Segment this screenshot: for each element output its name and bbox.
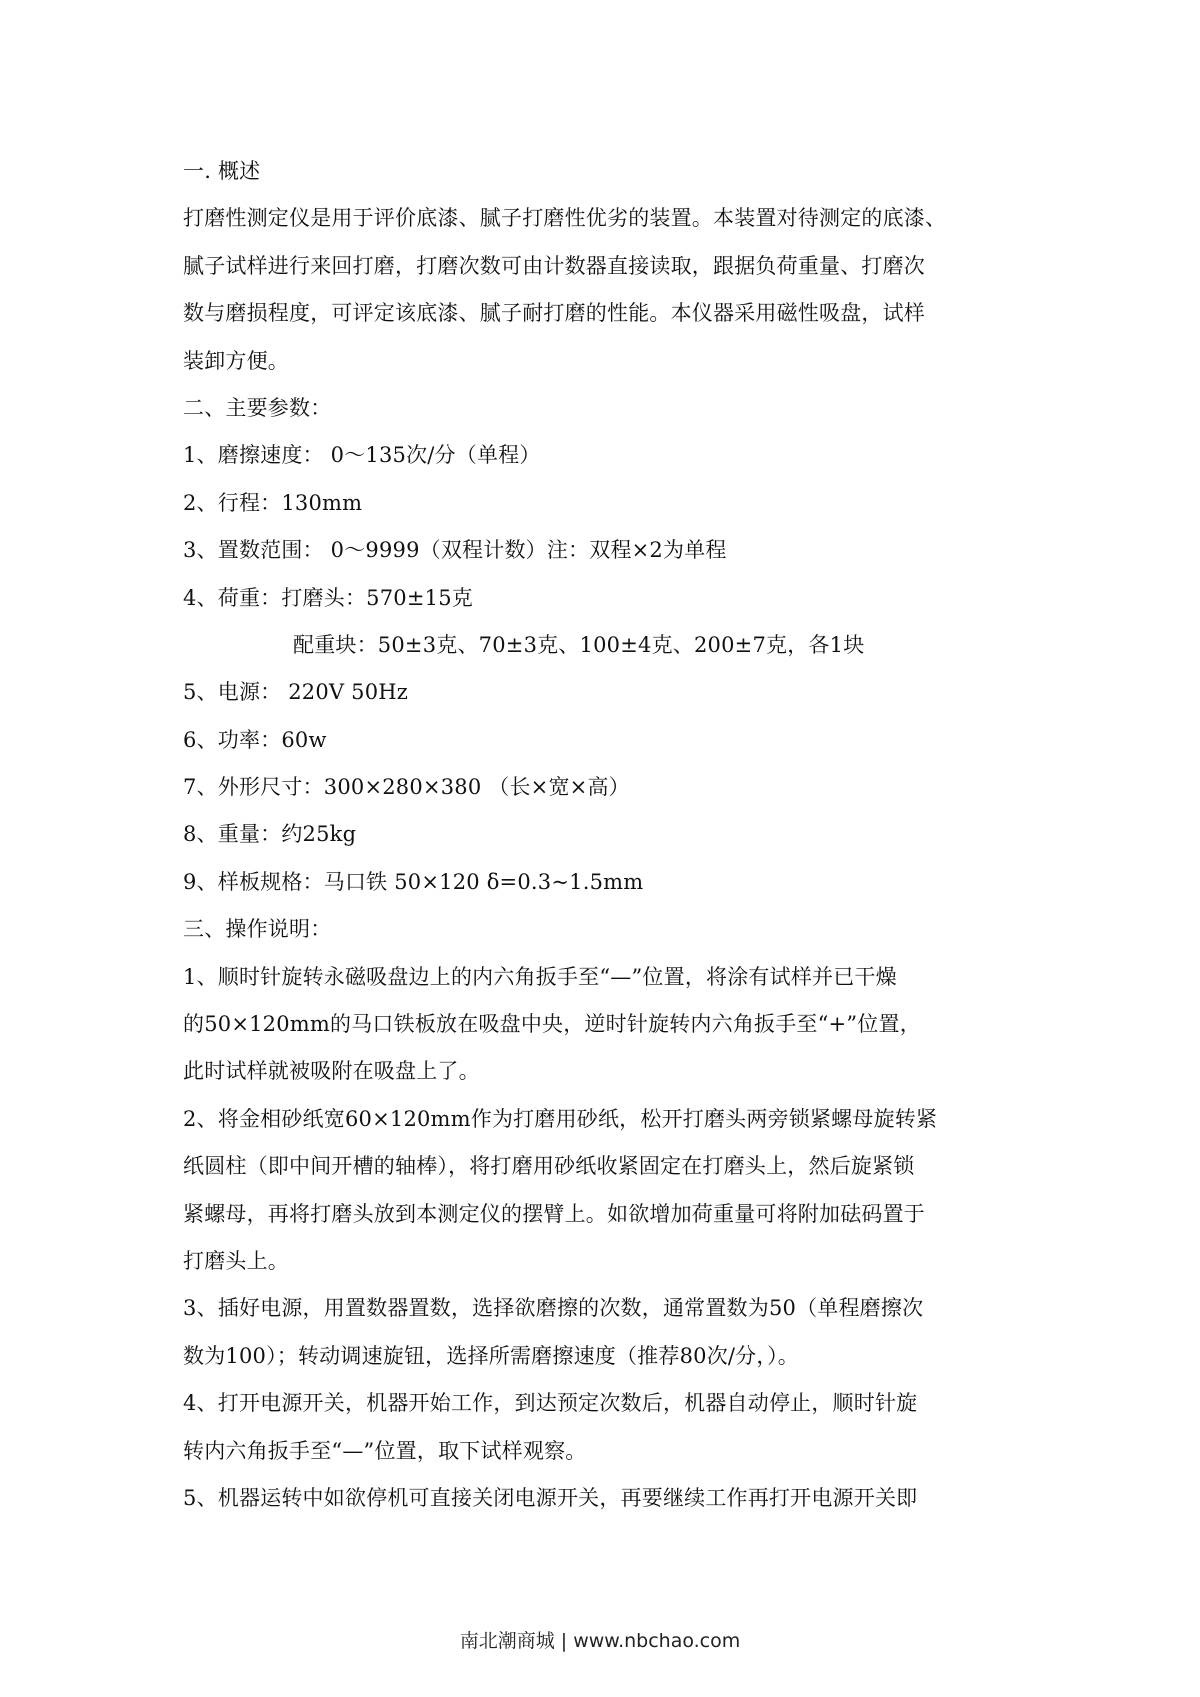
parameter-line: 3、置数范围： 0～9999（双程计数）注：双程×2为单程 (183, 538, 727, 563)
paragraph-line: 装卸方便。 (183, 348, 289, 373)
parameter-line: 6、功率：60w (183, 727, 327, 752)
instruction-line: 此时试样就被吸附在吸盘上了。 (183, 1059, 480, 1084)
document-body (183, 148, 1028, 1522)
instruction-line: 紧螺母，再将打磨头放到本测定仪的摆臂上。如欲增加荷重量可将附加砝码置于 (183, 1201, 925, 1226)
instruction-line: 数为100）；转动调速旋钮，选择所需磨擦速度（推荐80次/分，）。 (183, 1343, 799, 1368)
instruction-line: 转内六角扳手至“—”位置，取下试样观察。 (183, 1438, 587, 1463)
instruction-line: 5、机器运转中如欲停机可直接关闭电源开关，再要继续工作再打开电源开关即 (183, 1485, 918, 1510)
paragraph-line: 腻子试样进行来回打磨，打磨次数可由计数器直接读取，跟据负荷重量、打磨次 (183, 253, 925, 278)
parameter-line: 5、电源： 220V 50Hz (183, 680, 409, 705)
paragraph-line: 数与磨损程度，可评定该底漆、腻子耐打磨的性能。本仪器采用磁性吸盘，试样 (183, 301, 925, 326)
instruction-line: 4、打开电源开关，机器开始工作，到达预定次数后，机器自动停止，顺时针旋 (183, 1391, 918, 1416)
footer-watermark: 南北潮商城 | www.nbchao.com (459, 1630, 741, 1652)
section-heading-parameters: 二、主要参数： (183, 395, 332, 420)
instruction-line: 3、插好电源，用置数器置数，选择欲磨擦的次数，通常置数为50（单程磨擦次 (183, 1296, 924, 1321)
paragraph-line: 打磨性测定仪是用于评价底漆、腻子打磨性优劣的装置。本装置对待测定的底漆、 (183, 206, 947, 231)
parameter-line: 9、样板规格：马口铁 50×120 δ=0.3~1.5mm (183, 869, 644, 894)
section-heading-overview: 一. 概述 (183, 159, 261, 183)
parameter-line: 8、重量：约25kg (183, 822, 357, 847)
parameter-line: 1、磨擦速度： 0～135次/分（单程） (183, 443, 541, 468)
instruction-line: 纸圆柱（即中间开槽的轴棒），将打磨用砂纸收紧固定在打磨头上，然后旋紧锁 (183, 1154, 915, 1179)
instruction-line: 1、顺时针旋转永磁吸盘边上的内六角扳手至“—”位置，将涂有试样并已干燥 (183, 964, 897, 989)
instruction-line: 打磨头上。 (183, 1248, 289, 1273)
section-heading-operation: 三、操作说明： (183, 917, 332, 942)
instruction-line: 2、将金相砂纸宽60×120mm作为打磨用砂纸，松开打磨头两旁锁紧螺母旋转紧 (183, 1106, 938, 1131)
parameter-line: 2、行程：130mm (183, 490, 363, 515)
parameter-line: 4、荷重：打磨头：570±15克 (183, 585, 473, 610)
parameter-line: 7、外形尺寸：300×280×380 （长×宽×高） (183, 775, 630, 800)
parameter-line-indented: 配重块：50±3克、70±3克、100±4克、200±7克，各1块 (293, 632, 865, 657)
instruction-line: 的50×120mm的马口铁板放在吸盘中央，逆时针旋转内六角扳手至“+”位置， (183, 1012, 921, 1037)
